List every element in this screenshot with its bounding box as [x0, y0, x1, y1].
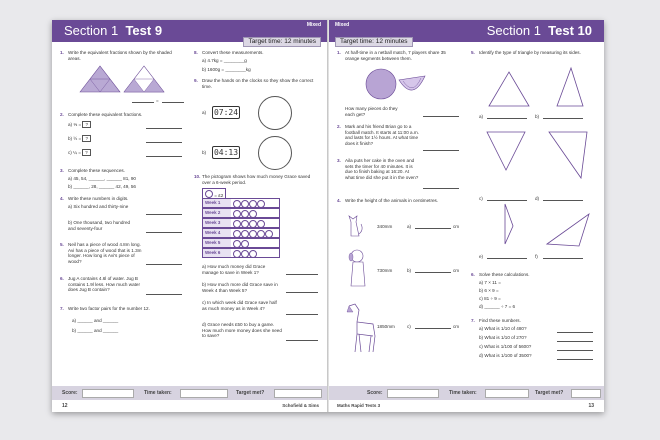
clock-face-icon[interactable]	[258, 136, 292, 170]
left-score-bar: Score: Time taken: Target met?	[52, 386, 327, 400]
pictogram-key: = £2	[202, 188, 226, 200]
coin-icon	[241, 200, 249, 208]
answer-line[interactable]	[487, 118, 527, 119]
answer-line[interactable]	[557, 332, 593, 333]
answer-line[interactable]	[423, 188, 459, 189]
answer-line[interactable]	[146, 156, 182, 157]
find-item: c) What is 1/100 of 5600?	[479, 344, 532, 349]
answer-line[interactable]	[146, 142, 182, 143]
q10-part-a: a) How much money did Grace manage to save in Week 1?	[202, 264, 266, 275]
target-met-box[interactable]	[274, 389, 322, 398]
find-item: b) What is 1/10 of 270?	[479, 335, 527, 340]
right-mixed-label: Mixed	[335, 22, 350, 28]
pictogram-table	[202, 198, 282, 258]
fraction-triangles-diagram	[78, 64, 168, 94]
answer-line[interactable]	[286, 314, 318, 315]
left-column-2: 8. Convert these measurements. a) 4.7kg = ________g b) 1600g = ________kg 9. Draw the hands on the clocks so they show the correct time. a) 07:24 b) 04:13 10. The pictogram shows how much money Grace saved over a 6-week period. = £2 Week 1 Week 2 Week 3 Week 4 Week 5 Week 6 a) How much money did Grace manage to save in Week 1? b) How much more did Grace save in Week 4 than Week 5? c) In which week did Grace save half as much money as in Week 4? d) Grace needs £50 to buy a game. How much more money does she need to save?	[194, 50, 322, 380]
answer-line[interactable]	[146, 232, 182, 233]
coin-icon	[205, 190, 213, 198]
pictogram-row: Week 2	[202, 208, 280, 218]
q2-part-a: a) ⅓ = ?	[68, 122, 91, 128]
q4-part-a: a) Six hundred and thirty-nine	[68, 204, 129, 209]
score-box[interactable]	[387, 389, 439, 398]
clock-face-icon[interactable]	[258, 96, 292, 130]
q2-part-b: b) ½ = ?	[68, 136, 91, 142]
coin-icon	[241, 250, 249, 258]
q7-part-a: a) ______ and ______	[72, 318, 119, 323]
dog-illustration	[345, 248, 373, 288]
calc-item: a) 7 × 11 =	[479, 280, 501, 285]
pictogram-row: Week 3	[202, 218, 280, 228]
pictogram-row: Week 6	[202, 248, 280, 258]
q8-part-b: b) 1600g = ________kg	[202, 67, 251, 72]
answer-line[interactable]	[423, 150, 459, 151]
left-target-time: Target time: 12 minutes	[243, 37, 321, 47]
time-taken-box[interactable]	[485, 389, 529, 398]
answer-line[interactable]	[162, 102, 184, 103]
q8-part-a: a) 4.7kg = ________g	[202, 58, 247, 63]
answer-line[interactable]	[415, 228, 451, 229]
coin-icon	[257, 230, 265, 238]
q2-part-c: c) ¼ = ?	[68, 150, 91, 156]
answer-line[interactable]	[557, 341, 593, 342]
answer-line[interactable]	[146, 294, 182, 295]
q7-part-b: b) ______ and ______	[72, 328, 119, 333]
coin-icon	[233, 210, 241, 218]
coin-icon	[233, 240, 241, 248]
find-item: d) What is 1/100 of 3500?	[479, 353, 532, 358]
answer-line[interactable]	[487, 258, 527, 259]
answer-line[interactable]	[543, 258, 583, 259]
answer-line[interactable]	[286, 274, 318, 275]
right-title: Section 1 Test 10	[486, 23, 592, 38]
score-box[interactable]	[82, 389, 134, 398]
q3-part-b: b) ______, 28, ______ 42, 49, 56	[68, 184, 136, 189]
answer-line[interactable]	[557, 350, 593, 351]
coin-icon	[249, 250, 257, 258]
right-page	[329, 20, 604, 412]
pictogram-row: Week 1	[202, 198, 280, 208]
left-column-1: 1. Write the equivalent fractions shown by the shaded areas. = 2. Complete these equivalent fractions. a) ⅓ = ? b) ½ = ? c) ¼ = ? 3. Complete these sequences. a) 45, 54, ______, ______ 81, 90 b) ______, 28, ______ 42, 49, 56 4. Write these numbers in digits. a) Six hundred and thirty-nine b) One thousand, two hundred and seventy-four 5. Neil has a piece of wood 4.8m long. Avi has a piece of wood that is 1.3m longer. How long is Avi's piece of wood? 6. Jug A contains 4.6l of water. Jug B contains 1.9l less. How much water does Jug B contain? 7. Write two factor pairs for the number 12. a) ______ and ______ b) ______ and ______	[60, 50, 188, 380]
answer-line[interactable]	[146, 128, 182, 129]
q10-part-d: d) Grace needs £50 to buy a game. How much more money does she need to save?	[202, 322, 282, 339]
triangles-diagram	[479, 64, 595, 274]
digital-clock-display: 04:13	[213, 148, 239, 157]
coin-icon	[265, 230, 273, 238]
answer-line[interactable]	[146, 214, 182, 215]
orange-illustration	[365, 66, 427, 102]
coin-icon	[249, 230, 257, 238]
coin-icon	[257, 200, 265, 208]
digital-clock-display: 07:24	[213, 108, 239, 117]
coin-icon	[241, 240, 249, 248]
answer-line[interactable]	[146, 264, 182, 265]
target-met-box[interactable]	[571, 389, 601, 398]
coin-icon	[257, 220, 265, 228]
right-column-2: 5. Identify the type of triangle by measuring its sides. a) b) c) d) e) f) 6. Solve these calculations. a) 7 × 11 = b) 6 × 9 = c) 81 ÷ 9 = d) ______ ÷ 7 = 6 7. Find these numbers. a) What is 1/10 of 480? b) What is 1/10 of 270? c) What is 1/100 of 5600? d) What is 1/100 of 3500?	[471, 50, 599, 380]
left-page-number: 12	[62, 403, 68, 409]
left-publisher: Schofield & Sims	[282, 403, 319, 408]
time-taken-box[interactable]	[180, 389, 228, 398]
q4-part-b: b) One thousand, two hundred and seventy-four	[68, 220, 131, 231]
coin-icon	[233, 250, 241, 258]
answer-line[interactable]	[543, 200, 583, 201]
answer-line[interactable]	[487, 200, 527, 201]
coin-icon	[249, 220, 257, 228]
cat-illustration	[345, 210, 365, 238]
right-publisher: Maths Rapid Tests 3	[337, 403, 381, 408]
calc-item: b) 6 × 9 =	[479, 288, 499, 293]
right-column-1: 1. At half-time in a netball match, 7 players share 35 orange segments between them. How many pieces do they each get? 2. Mark and his friend Brian go to a football match. It starts at 11:00 a.m. and lasts for 1½ hours. At what time does it finish? 3. Aila puts her cake in the oven and sets the timer for 40 minutes. It is due to finish baking at 16:20. At what time did she put it in the oven? 4. Write the height of the animals in centimetres. 340mm a) cm 730mm b) cm 1850mm c) cm	[337, 50, 465, 380]
q10-part-b: b) How much more did Grace save in Week 4 than Week 5?	[202, 282, 278, 293]
coin-icon	[241, 220, 249, 228]
q10-part-c: c) In which week did Grace save half as much money as in Week 4?	[202, 300, 277, 311]
left-title: Section 1 Test 9	[64, 23, 163, 38]
calc-item: d) ______ ÷ 7 = 6	[479, 304, 516, 309]
coin-icon	[249, 200, 257, 208]
left-page	[52, 20, 327, 412]
find-item: a) What is 1/10 of 480?	[479, 326, 527, 331]
left-mixed-label: Mixed	[306, 22, 321, 28]
right-page-number: 13	[588, 403, 594, 409]
coin-icon	[241, 230, 249, 238]
coin-icon	[249, 210, 257, 218]
pictogram-row: Week 4	[202, 228, 280, 238]
pictogram-row: Week 5	[202, 238, 280, 248]
answer-line[interactable]	[286, 340, 318, 341]
coin-icon	[241, 210, 249, 218]
horse-illustration	[343, 302, 379, 354]
answer-line[interactable]	[415, 328, 451, 329]
answer-line[interactable]	[286, 292, 318, 293]
q3-part-a: a) 45, 54, ______, ______ 81, 90	[68, 176, 136, 181]
answer-line[interactable]	[543, 118, 583, 119]
calc-item: c) 81 ÷ 9 =	[479, 296, 501, 301]
right-target-time: Target time: 12 minutes	[335, 37, 413, 47]
coin-icon	[233, 200, 241, 208]
coin-icon	[233, 220, 241, 228]
answer-line[interactable]	[557, 359, 593, 360]
q1-subquestion: How many pieces do they each get?	[345, 106, 398, 117]
answer-line[interactable]	[132, 102, 154, 103]
answer-line[interactable]	[415, 272, 451, 273]
open-workbook	[52, 20, 604, 412]
answer-line[interactable]	[423, 116, 459, 117]
coin-icon	[233, 230, 241, 238]
right-score-bar: Score: Time taken: Target met?	[329, 386, 604, 400]
